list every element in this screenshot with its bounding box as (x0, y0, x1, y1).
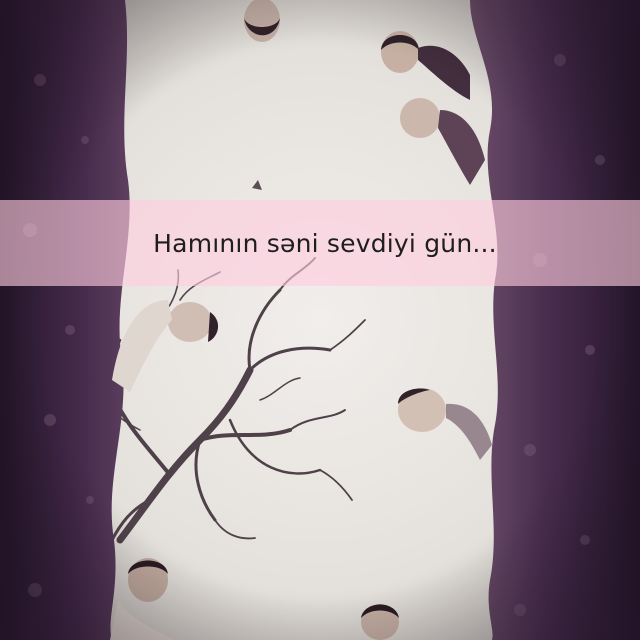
caption-band (0, 200, 640, 286)
caption-text: Hamının səni sevdiyi gün... (153, 228, 497, 258)
